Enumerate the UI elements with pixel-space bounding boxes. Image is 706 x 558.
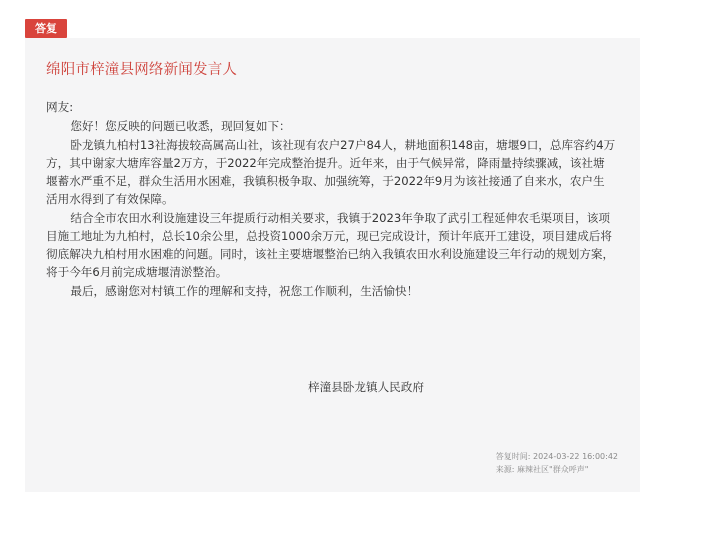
reply-source-label: 来源: <box>495 465 515 474</box>
reply-paragraph: 您好！您反映的问题已收悉，现回复如下： <box>70 119 291 133</box>
salutation: 网友: <box>46 100 74 114</box>
reply-paragraph: 卧龙镇九柏村13社海拔较高属高山社，该社现有农户27户84人，耕地面积148亩，塘堰9口，总库容约4万方，其中谢家大塘库容量2万方，于2022年完成整治提升。近年来，由于气候异常，降雨量持续骤减，该社塘堰蓄水严重不足，群众生活用水困难，我镇积极争取、加强统筹，于2022年9月为该社接通了自来水，农户生活用水得到了有效保障。 <box>46 138 616 206</box>
reply-paragraph: 结合全市农田水利设施建设三年提质行动相关要求，我镇于2023年争取了武引工程延伸农毛渠项目，该项目施工地址为九柏村，总长10余公里，总投资1000余万元，现已完成设计，预计年底开工建设，项目建成后将彻底解决九柏村用水困难的问题。同时，该社主要塘堰整治已纳入我镇农田水利设施建设三年行动的规划方案，将于今年6月前完成塘堰清淤整治。 <box>46 211 615 279</box>
reply-time <box>496 450 618 463</box>
reply-badge: 答复 <box>25 19 67 38</box>
reply-source-value: 麻辣社区"群众呼声" <box>517 465 589 474</box>
reply-source <box>496 463 618 476</box>
reply-time-label: 答复时间: <box>495 452 531 461</box>
reply-paragraph: 最后，感谢您对村镇工作的理解和支持，祝您工作顺利，生活愉快！ <box>70 284 419 298</box>
signature: 梓潼县卧龙镇人民政府 <box>308 380 424 394</box>
reply-time-value: 2024-03-22 16:00:42 <box>533 452 618 461</box>
publisher-name: 绵阳市梓潼县网络新闻发言人 <box>46 62 238 78</box>
reply-panel <box>25 38 640 492</box>
reply-meta <box>496 450 618 476</box>
reply-content <box>46 98 616 301</box>
